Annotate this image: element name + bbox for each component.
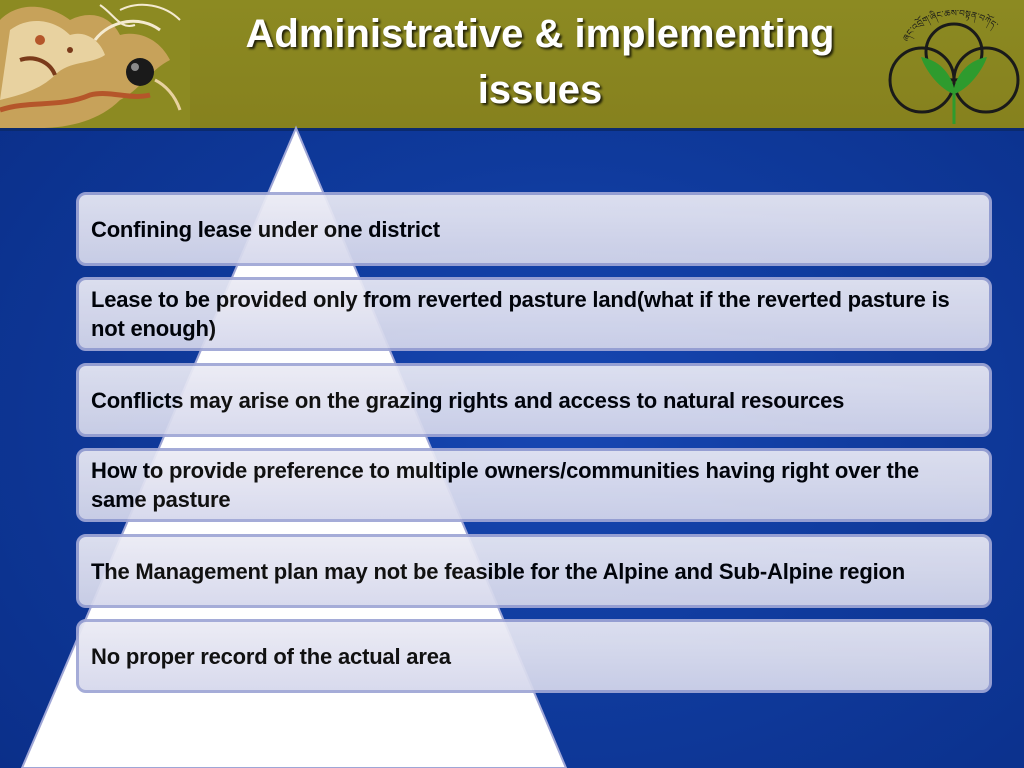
issue-item-3 bbox=[76, 363, 992, 437]
issue-item-text: Confining lease under one district bbox=[91, 216, 440, 242]
issue-item-text: Conflicts may arise on the grazing rights and access to natural resources bbox=[91, 387, 845, 413]
issue-item-text: No proper record of the actual area bbox=[91, 643, 451, 669]
issue-item-6 bbox=[76, 619, 992, 693]
issue-item-text: Lease to be provided only from reverted pasture land(what if the reverted pasture is not enough) bbox=[91, 287, 950, 341]
issue-item-4 bbox=[76, 448, 992, 522]
slide-title-line-1: Administrative & implementing bbox=[245, 12, 835, 56]
issue-item-text: How to provide preference to multiple owners/communities having right over the same pasture bbox=[91, 458, 919, 512]
issue-item-2 bbox=[76, 277, 992, 351]
issue-item-1 bbox=[76, 192, 992, 266]
logo-script-text: ཞང་འབྲོག་ཞིང་ཆས་བསྟན་བཀོད་ bbox=[901, 9, 1000, 44]
issue-item-text: The Management plan may not be feasible for the Alpine and Sub-Alpine region bbox=[91, 558, 905, 584]
slide-title-line-2: issues bbox=[477, 68, 603, 112]
issue-item-5 bbox=[76, 534, 992, 608]
